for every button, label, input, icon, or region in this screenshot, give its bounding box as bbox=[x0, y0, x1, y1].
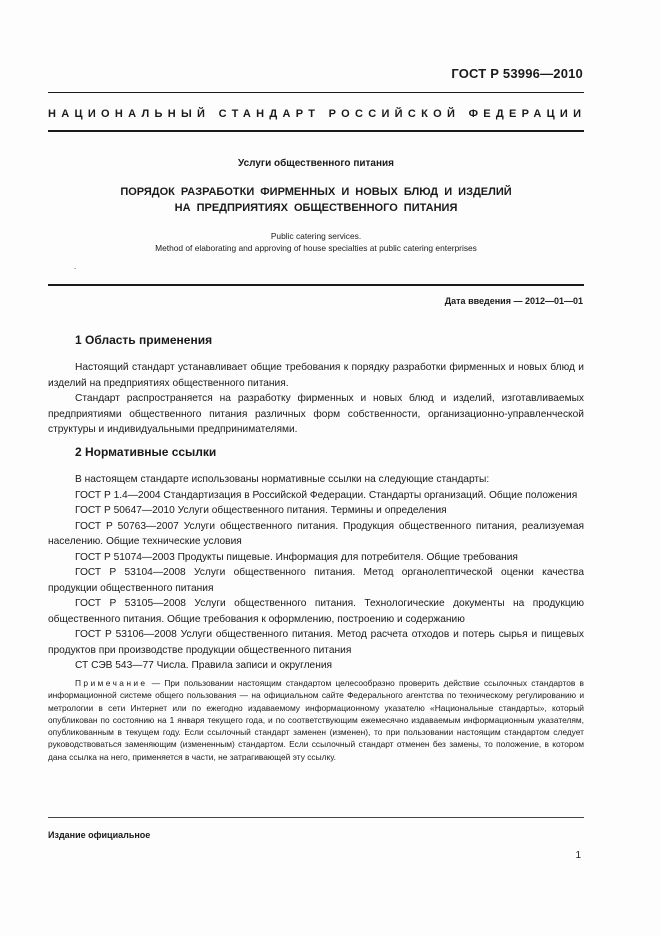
references-intro: В настоящем стандарте использованы нормативные ссылки на следующие стандарты: bbox=[75, 474, 490, 485]
reference-item: СТ СЭВ 543—77 Числа. Правила записи и округления bbox=[75, 660, 333, 671]
page-number: 1 bbox=[575, 850, 581, 861]
document-subtitle: Услуги общественного питания bbox=[238, 158, 394, 169]
title-line-2: НА ПРЕДПРИЯТИЯХ ОБЩЕСТВЕННОГО ПИТАНИЯ bbox=[174, 202, 458, 214]
title-line-1: ПОРЯДОК РАЗРАБОТКИ ФИРМЕННЫХ И НОВЫХ БЛЮД И ИЗДЕЛИЙ bbox=[120, 186, 512, 198]
section-1-heading: 1 Область применения bbox=[75, 333, 213, 347]
banner-rule bbox=[48, 130, 584, 132]
document-code: ГОСТ Р 53996—2010 bbox=[451, 66, 583, 81]
section-1-body bbox=[48, 360, 584, 438]
official-edition-label: Издание официальное bbox=[48, 830, 151, 840]
reference-item: ГОСТ Р 50763—2007 Услуги общественного питания. Продукция общественного питания, реализуемая населению. Общие технические условия bbox=[48, 520, 584, 547]
english-title-line-2: Method of elaborating and approving of house specialties at public catering enterprises bbox=[155, 243, 477, 253]
reference-item: ГОСТ Р 1.4—2004 Стандартизация в Российской Федерации. Стандарты организаций. Общие положения bbox=[75, 489, 578, 501]
stray-dot: . bbox=[74, 262, 77, 271]
header-rule bbox=[48, 92, 584, 93]
reference-item: ГОСТ Р 51074—2003 Продукты пищевые. Информация для потребителя. Общие требования bbox=[75, 551, 518, 563]
document-title bbox=[48, 184, 584, 216]
reference-item: ГОСТ Р 50647—2010 Услуги общественного питания. Термины и определения bbox=[75, 505, 447, 516]
english-title bbox=[48, 230, 584, 254]
english-title-line-1: Public catering services. bbox=[270, 231, 362, 241]
section-1-paragraph: Стандарт распространяется на разработку фирменных и новых блюд и изделий, изготавливаемых предприятиями общественного питания различных форм собственности, организационно-управленческой структуры и индивидуальными предпринимателями. bbox=[48, 393, 584, 435]
note-block bbox=[48, 677, 584, 763]
reference-item: ГОСТ Р 53106—2008 Услуги общественного питания. Метод расчета отходов и потерь сырья и пищевых продуктов при производстве продукции общественного питания bbox=[48, 629, 584, 656]
section-2-body bbox=[48, 472, 584, 674]
title-block-rule bbox=[48, 284, 584, 286]
section-2-heading: 2 Нормативные ссылки bbox=[75, 445, 217, 459]
reference-item: ГОСТ Р 53104—2008 Услуги общественного питания. Метод органолептической оценки качества продукции общественного питания bbox=[48, 567, 584, 594]
introduction-date: Дата введения — 2012—01—01 bbox=[444, 296, 583, 306]
national-standard-banner: НАЦИОНАЛЬНЫЙ СТАНДАРТ РОССИЙСКОЙ ФЕДЕРАЦИИ bbox=[48, 108, 587, 120]
footer-rule bbox=[48, 817, 584, 818]
reference-item: ГОСТ Р 53105—2008 Услуги общественного питания. Технологические документы на продукцию общественного питания. Общие требования к оформлению, построению и содержанию bbox=[48, 598, 584, 625]
note-text: — При пользовании настоящим стандартом целесообразно проверить действие ссылочных стандартов в информационной системе общего пользования — на официальном сайте Федерального агентства по техническому регулированию и метрологии в сети Интернет или по ежегодно издаваемому информационному указателю «Национальные стандарты», который опубликован по состоянию на 1 января текущего года, и по соответствующим ежемесячно издаваемым информационным указателям, опубликованным в текущем году. Если ссылочный стандарт заменен (изменен), то при пользовании настоящим стандартом следует руководствоваться заменяющим (измененным) стандартом. Если ссылочный стандарт отменен без замены, то положение, в котором дана ссылка на него, применяется в части, не затрагивающей эту ссылку. bbox=[48, 678, 585, 762]
section-1-paragraph: Настоящий стандарт устанавливает общие требования к порядку разработки фирменных и новых блюд и изделий на предприятиях общественного питания. bbox=[48, 362, 584, 389]
note-label: Примечание bbox=[75, 678, 148, 688]
